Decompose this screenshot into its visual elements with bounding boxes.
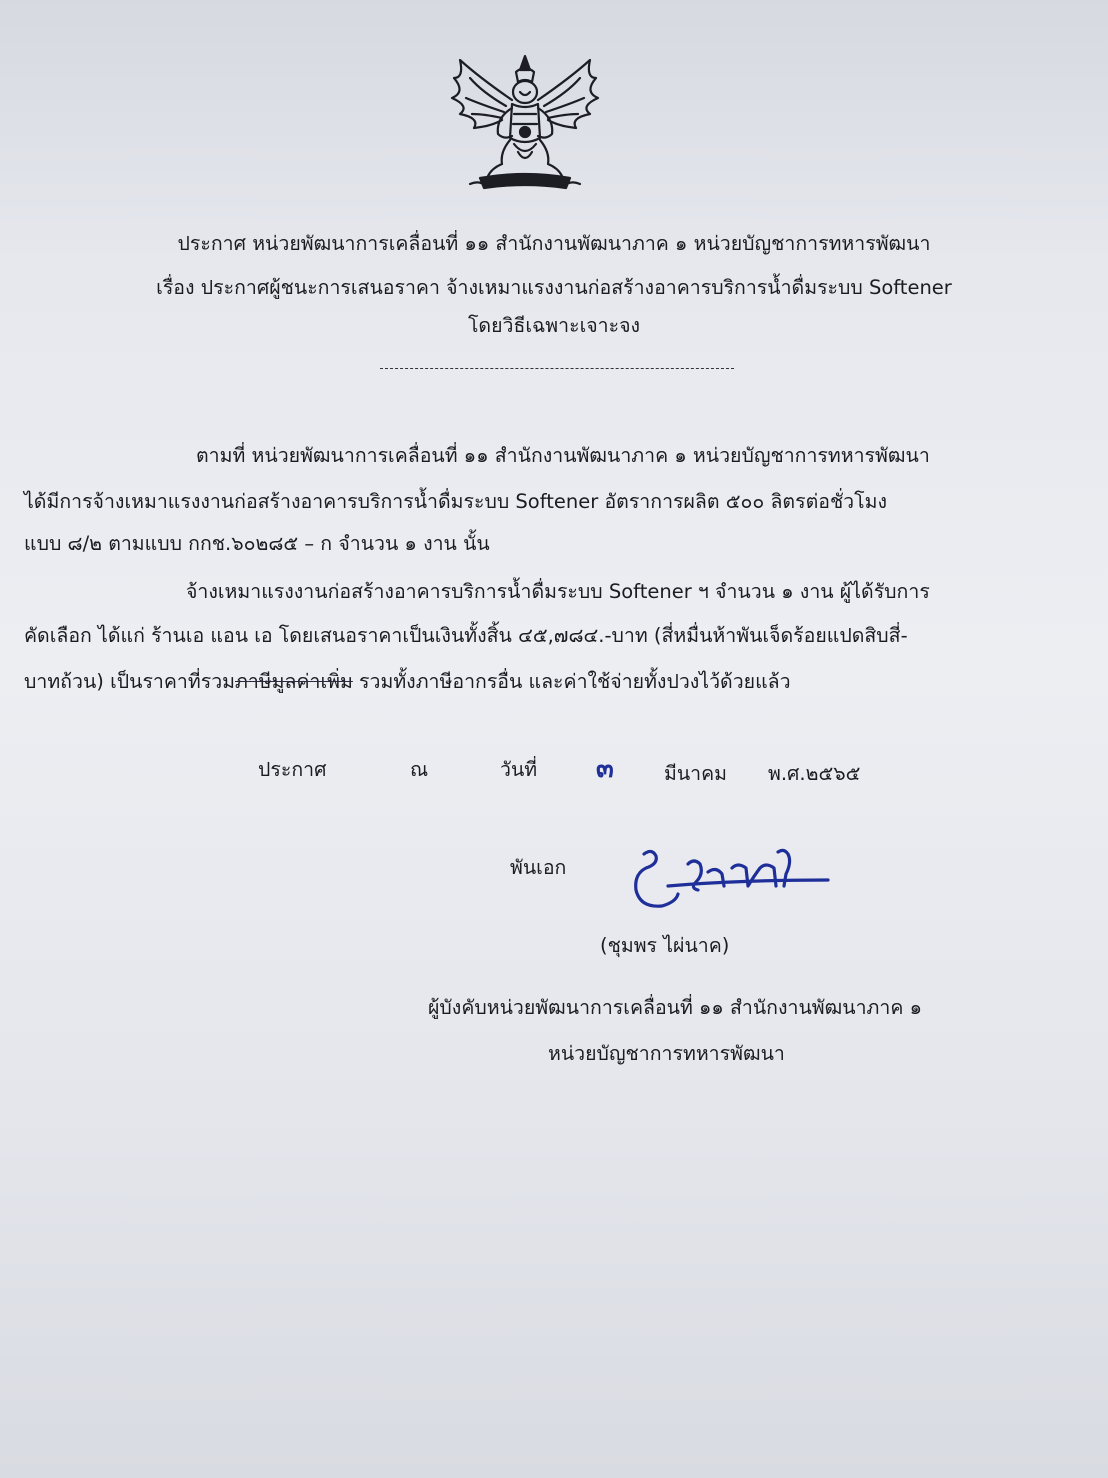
price-includes-rest: รวมทั้งภาษีอากรอื่น และค่าใช้จ่ายทั้งปวงไว้ด้วยแล้ว (352, 670, 791, 693)
dashed-divider (380, 368, 734, 369)
procurement-method: โดยวิธีเฉพาะเจาะจง (467, 314, 641, 337)
announce-word: ประกาศ (258, 758, 327, 781)
struck-vat-text: ภาษีมูลค่าเพิ่ม (235, 670, 353, 693)
announcement-title: ประกาศ หน่วยพัฒนาการเคลื่อนที่ ๑๑ สำนักงานพัฒนาภาค ๑ หน่วยบัญชาการทหารพัฒนา (177, 232, 931, 255)
subject-line: เรื่อง ประกาศผู้ชนะการเสนอราคา จ้างเหมาแรงงานก่อสร้างอาคารบริการน้ำดื่มระบบ Softener (156, 276, 952, 299)
announce-day-label: วันที่ (500, 758, 538, 781)
signatory-rank: พันเอก (510, 856, 567, 879)
paragraph-2-line-3 (24, 668, 791, 696)
paragraph-1-line-3: แบบ ๘/๒ ตามแบบ กกช.๖๐๒๘๕ – ก จำนวน ๑ งาน นั้น (24, 532, 490, 555)
signatory-position-2: หน่วยบัญชาการทหารพัฒนา (548, 1042, 785, 1065)
handwritten-day: ๓ (596, 754, 614, 784)
garuda-emblem-icon (440, 48, 610, 198)
price-includes-text: บาทถ้วน) เป็นราคาที่รวม (24, 670, 235, 693)
signatory-position-1: ผู้บังคับหน่วยพัฒนาการเคลื่อนที่ ๑๑ สำนักงานพัฒนาภาค ๑ (428, 996, 922, 1019)
announce-month: มีนาคม (664, 762, 728, 785)
paragraph-1-line-2: ได้มีการจ้างเหมาแรงงานก่อสร้างอาคารบริการน้ำดื่มระบบ Softener อัตราการผลิต ๕๐๐ ลิตรต่อชั่วโมง (24, 490, 887, 513)
paragraph-1-line-1: ตามที่ หน่วยพัฒนาการเคลื่อนที่ ๑๑ สำนักงานพัฒนาภาค ๑ หน่วยบัญชาการทหารพัฒนา (196, 444, 930, 467)
signatory-name: (ชุมพร ไผ่นาค) (600, 934, 730, 957)
announce-year: พ.ศ.๒๕๖๕ (768, 762, 861, 785)
handwritten-signature (628, 846, 834, 916)
announce-at: ณ (410, 758, 429, 781)
paragraph-2-line-2: คัดเลือก ได้แก่ ร้านเอ แอน เอ โดยเสนอราคาเป็นเงินทั้งสิ้น ๔๕,๗๘๔.-บาท (สี่หมื่นห้าพันเจ็ดร้อยแปดสิบสี่- (24, 624, 908, 647)
paragraph-2-line-1: จ้างเหมาแรงงานก่อสร้างอาคารบริการน้ำดื่มระบบ Softener ฯ จำนวน ๑ งาน ผู้ได้รับการ (186, 580, 930, 603)
